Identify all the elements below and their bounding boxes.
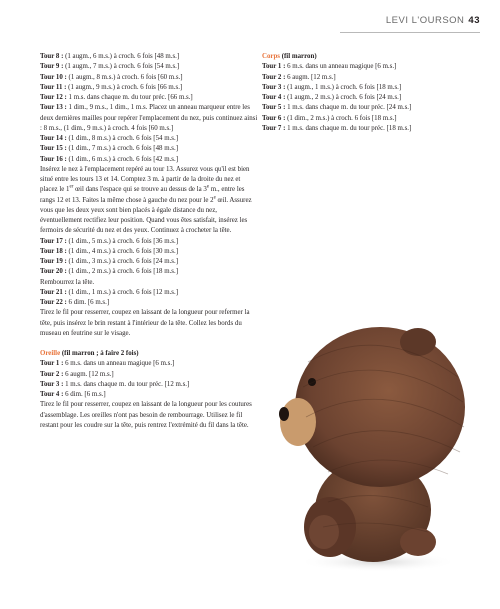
- row-text: 6 m.s. dans un anneau magique [6 m.s.]: [63, 360, 175, 368]
- row-text: (1 dim., 7 m.s.) à croch. 6 fois [48 m.s.]: [66, 145, 179, 153]
- row-label: Tour 7 :: [262, 124, 286, 132]
- pattern-row: [262, 73, 440, 83]
- pattern-row: [40, 83, 258, 93]
- header-rule: [340, 32, 480, 33]
- row-text: (1 dim., 2 m.s.) à croch. 6 fois [18 m.s.]: [66, 268, 179, 276]
- row-label: Tour 21 :: [40, 288, 67, 296]
- row-text: (1 augm., 6 m.s.) à croch. 6 fois [48 m.s.]: [63, 53, 180, 60]
- pattern-row: [40, 267, 258, 277]
- page-number: 43: [468, 15, 480, 26]
- pattern-row: [262, 103, 440, 113]
- pattern-row: [40, 144, 258, 154]
- ear-rows: [40, 359, 258, 400]
- row-text: (1 dim., 2 m.s.) à croch. 6 fois [18 m.s.]: [285, 114, 397, 122]
- row-label: Tour 18 :: [40, 247, 67, 255]
- row-text: (1 augm., 1 m.s.) à croch. 6 fois [18 m.s.]: [285, 83, 402, 91]
- body-rows: [262, 62, 440, 134]
- row-label: Tour 1 :: [262, 63, 286, 71]
- row-label: Tour 4 :: [262, 94, 286, 101]
- pattern-row: [40, 134, 258, 144]
- row-text: 1 m.s. dans chaque m. du tour préc. [18 m.s.]: [285, 124, 412, 132]
- pattern-row: [262, 62, 440, 72]
- pattern-row: [40, 370, 258, 380]
- row-text: (1 augm., 9 m.s.) à croch. 6 fois [66 m.s.]: [66, 83, 183, 91]
- row-label: Tour 20 :: [40, 268, 67, 276]
- row-label: Tour 1 :: [40, 360, 64, 368]
- row-text: (1 augm., 8 m.s.) à croch. 6 fois [60 m.s.]: [66, 73, 183, 81]
- header-title: LEVI L'OURSON: [385, 15, 465, 26]
- row-label: Tour 6 :: [262, 114, 286, 122]
- row-label: Tour 15 :: [40, 145, 67, 153]
- row-text: 6 dim. [6 m.s.]: [66, 299, 110, 306]
- ear-finish-instruction: Tirez le fil pour resserrer, coupez en laissant de la longueur pour les coutures d'assemblage. Les oreilles n'ont pas besoin de rembourrage. Utilisez le fil restant pour les coudre sur la tête, puis rentrez l'extrémité du fil dans la tête.: [40, 401, 252, 429]
- right-column: [262, 52, 440, 134]
- row-text: 1 m.s. dans chaque m. du tour préc. [12 m.s.]: [63, 380, 190, 388]
- pattern-row: [40, 155, 258, 165]
- row-text: 6 augm. [12 m.s.]: [63, 370, 114, 378]
- pattern-row: [40, 380, 258, 390]
- pattern-row: [40, 298, 258, 308]
- pattern-row: [262, 93, 440, 103]
- crochet-bear-icon: [268, 322, 468, 577]
- row-label: Tour 13 :: [40, 104, 67, 112]
- row-label: Tour 3 :: [262, 83, 286, 91]
- row-text: (1 dim., 6 m.s.) à croch. 6 fois [42 m.s.]: [66, 155, 179, 163]
- row-label: Tour 22 :: [40, 299, 67, 306]
- bear-muzzle: [280, 398, 316, 446]
- pattern-row: [40, 288, 258, 298]
- row-label: Tour 17 :: [40, 237, 67, 245]
- pattern-row: [40, 52, 258, 62]
- nose-eye-instructions: Insérez le nez à l'emplacement repéré au tour 13. Assurez vous qu'il est bien situé entre les tours 13 et 14. Comptez 3 m. à partir de la droite du nez et placez le 1er œil dans l'espace qui se trouve au dessus de la 3e m., entre les rangs 12 et 13. Faites la même chose à gauche du nez pour le 2e œil. Assurez vous que les deux yeux sont bien placés à égale distance du nez, éventuellement rectifiez leur position. Quand vous êtes satisfait, insérez les fermoirs de sécurité du nez et des yeux. Continuez à crocheter la tête.: [40, 165, 252, 235]
- row-label: Tour 14 :: [40, 135, 67, 142]
- row-text: 1 m.s. dans chaque m. du tour préc. [66 m.s.]: [66, 94, 193, 101]
- bear-head: [295, 327, 465, 487]
- row-text: 6 augm. [12 m.s.]: [285, 73, 336, 81]
- row-text: (1 augm., 2 m.s.) à croch. 6 fois [24 m.s.]: [285, 94, 402, 101]
- bear-eye: [308, 378, 316, 386]
- head-finish-instruction: Tirez le fil pour resserrer, coupez en laissant de la longueur pour refermer la tête, puis insérez le brin restant à l'intérieur de la tête. Collez les bords du museau en feutrine sur le visage.: [40, 309, 250, 337]
- row-label: Tour 10 :: [40, 73, 67, 81]
- pattern-row: [40, 73, 258, 83]
- pattern-row: [40, 237, 258, 247]
- row-text: 6 m.s. dans un anneau magique [6 m.s.]: [285, 63, 397, 71]
- pattern-row: [40, 103, 258, 134]
- pattern-row: [40, 62, 258, 72]
- row-label: Tour 4 :: [40, 391, 64, 398]
- left-column: [40, 52, 258, 431]
- pattern-row: [40, 359, 258, 369]
- bear-paw: [400, 528, 436, 556]
- row-text: 6 dim. [6 m.s.]: [63, 391, 106, 398]
- row-label: Tour 9 :: [40, 63, 64, 71]
- row-label: Tour 2 :: [40, 370, 64, 378]
- row-label: Tour 11 :: [40, 83, 67, 91]
- pattern-row: [40, 390, 258, 400]
- pattern-row: [262, 124, 440, 134]
- ear-heading: Oreille (fil marron ; à faire 2 fois): [40, 350, 139, 357]
- running-header: [386, 15, 480, 26]
- head-rows: [40, 52, 258, 165]
- row-text: (1 dim., 8 m.s.) à croch. 6 fois [54 m.s.]: [66, 135, 179, 142]
- row-label: Tour 12 :: [40, 94, 67, 101]
- row-text: (1 dim., 3 m.s.) à croch. 6 fois [24 m.s.]: [66, 258, 179, 265]
- row-text: (1 dim., 1 m.s.) à croch. 6 fois [12 m.s.]: [66, 288, 179, 296]
- body-heading: Corps (fil marron): [262, 53, 317, 60]
- head-rows-close: [40, 288, 258, 309]
- row-label: Tour 16 :: [40, 155, 67, 163]
- head-rows-decrease: [40, 237, 258, 278]
- stuff-instruction: Rembourrez la tête.: [40, 278, 95, 286]
- row-label: Tour 19 :: [40, 258, 67, 265]
- row-text: (1 dim., 4 m.s.) à croch. 6 fois [30 m.s.]: [66, 247, 179, 255]
- row-label: Tour 3 :: [40, 380, 64, 388]
- bear-foot: [309, 515, 339, 549]
- row-label: Tour 5 :: [262, 104, 286, 112]
- pattern-row: [40, 257, 258, 267]
- row-text: (1 augm., 7 m.s.) à croch. 6 fois [54 m.s.]: [63, 63, 180, 71]
- pattern-row: [262, 114, 440, 124]
- bear-ear: [400, 328, 436, 356]
- row-text: (1 dim., 5 m.s.) à croch. 6 fois [36 m.s.]: [66, 237, 179, 245]
- bear-nose: [279, 407, 289, 421]
- row-label: Tour 8 :: [40, 53, 64, 60]
- pattern-row: [262, 83, 440, 93]
- row-text: 1 m.s. dans chaque m. du tour préc. [24 m.s.]: [285, 104, 412, 112]
- row-text: 1 dim., 9 m.s., 1 dim., 1 m.s. Placez un anneau marqueur entre les deux dernières mailles pour repérer l'emplacement du nez, puis continuez ainsi : 8 m.s., (1 dim., 9 m.s.) à croch. 4 fois [60 m.s.]: [40, 104, 258, 132]
- row-label: Tour 2 :: [262, 73, 286, 81]
- pattern-row: [40, 93, 258, 103]
- pattern-row: [40, 247, 258, 257]
